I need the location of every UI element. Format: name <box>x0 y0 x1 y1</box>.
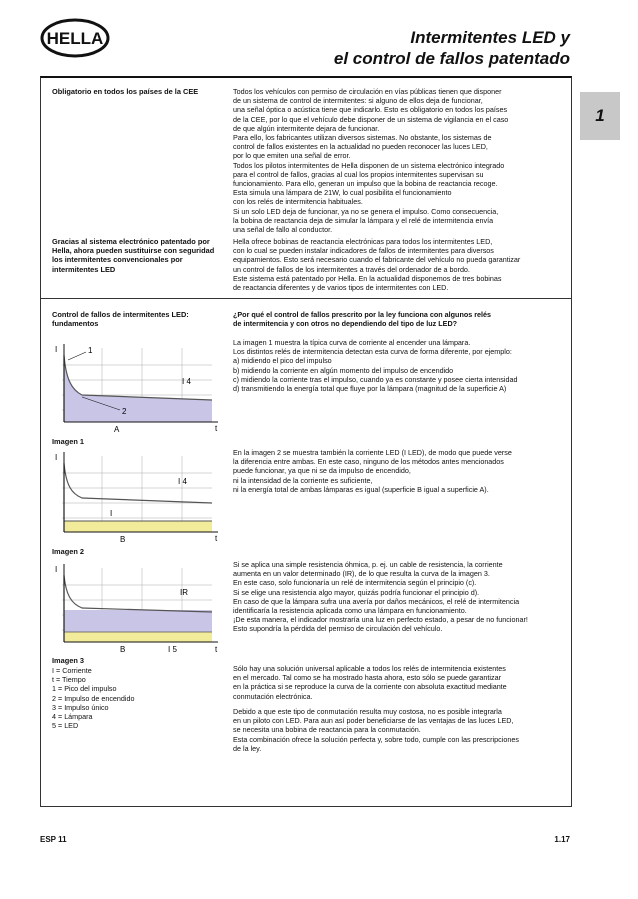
section3-question: ¿Por qué el control de fallos prescrito por la ley funciona con algunos relés de intermitencia y con otros no dependiendo del tipo de luz LED? <box>233 310 492 329</box>
chapter-number: 1 <box>595 106 605 125</box>
fig1-label-peak: 1 <box>88 346 93 355</box>
fig3-label-5: I 5 <box>168 645 177 654</box>
figure-2-caption: Imagen 2 <box>52 547 85 556</box>
title-line-1: Intermitentes LED y <box>410 28 570 47</box>
figure-1-caption: Imagen 1 <box>52 437 85 446</box>
fig1-axis-y: I <box>55 345 58 354</box>
figure-3-diagram <box>52 560 224 654</box>
section3-text-5: Debido a que este tipo de conmutación resulta muy costosa, no es posible integrarla en un piloto con LED. Para aun así poder beneficiarse de las ventajas de las luces LED, se necesita una bobina de reactancia para la conmutación. Esta combinación ofrece la solución perfecta y, sobre todo, cumple con las prescripciones de la ley. <box>233 707 519 753</box>
fig3-label-area: B <box>120 645 126 654</box>
fig2-axis-x: t <box>215 534 218 543</box>
figure-3-caption: Imagen 3 <box>52 656 85 665</box>
title-line-2: el control de fallos patentado <box>333 49 570 68</box>
fig1-label-area: A <box>114 425 120 434</box>
page-number: 1.17 <box>554 835 570 844</box>
section1-text: Todos los vehículos con permiso de circulación en vías públicas tienen que disponer de un sistema de control de intermitentes: si alguno de ellos deja de funcionar, una señal óptica o acústica tiene que indicarlo. Esto es obligatorio en todos los países de la CEE, por lo que el vehículo debe disponer de un sistema de vigilancia en el caso de que algún intermitente dejara de funcionar. Para ello, los fabricantes utilizan diversos sistemas. No obstante, los sistemas de control de fallos existentes en la actualidad no pueden reconocer las luces LED, por lo que emiten una señal de error. Todos los pilotos intermitentes de Hella disponen de un sistema electrónico integrado para el control de fallos, gracias al cual los propios intermitentes supervisan su funcionamiento. Para ello, generan un impulso que la bobina de reactancia recoge. Esta simula una lámpara de 21W, lo cual posibilita el funcionamiento con los relés de intermitencia habituales. Si un solo LED deja de funcionar, ya no se genera el impulso. Como consecuencia, la bobina de reactancia deja de simular la lámpara y el relé de intermitencia envía una señal de fallo al conductor. <box>233 87 509 235</box>
fig1-axis-x: t <box>215 424 218 433</box>
fig1-label-level: I 4 <box>182 377 191 386</box>
led-area-b <box>64 632 212 642</box>
fig2-label-level: I 4 <box>178 477 187 486</box>
fig3-axis-x: t <box>215 645 218 654</box>
led-area-b <box>64 521 212 532</box>
fig2-label-led: I <box>110 509 113 518</box>
hella-logo <box>40 18 110 58</box>
fig2-axis-y: I <box>55 453 58 462</box>
figure-1-diagram <box>52 340 224 434</box>
figure-legend <box>52 666 135 730</box>
section3-text-1: La imagen 1 muestra la típica curva de corriente al encender una lámpara. Los distintos relés de intermitencia detectan esta curva de forma diferente, por ejemplo: a) midiendo el pico del impulso b) midiendo la corriente en algún momento del impulso de encendido c) midiendo la corriente tras el impulso, cuando ya es constante y posee cierta intensidad d) transmitiendo la energía total que fluye por la lámpara (magnitud de la superficie A) <box>233 338 518 394</box>
legend-item: 3 = Impulso único <box>52 702 109 712</box>
section2-text: Hella ofrece bobinas de reactancia electrónicas para todos los intermitentes LED, con lo cual se pueden instalar indicadores de fallos de intermitentes para diversos equipamientos. Esto será necesario cuando el fabricante del vehículo no pueda garantizar un control de fallos de los intermitentes a través del ordenador de a bordo. Este sistema está patentado por Hella. En la actualidad disponemos de tres bobinas de reactancia diferentes y de varios tipos de intermitentes con LED. <box>233 237 521 293</box>
legend-item: t = Tiempo <box>52 675 86 685</box>
legend-item: 4 = Lámpara <box>52 712 93 722</box>
fig1-label-2: 2 <box>122 407 127 416</box>
fig3-label-r: IR <box>180 588 188 597</box>
chapter-tab <box>580 92 620 140</box>
section3-label: Control de fallos de intermitentes LED: fundamentos <box>52 310 189 329</box>
page-title <box>334 27 570 69</box>
section2-label: Gracias al sistema electrónico patentado por Hella, ahora pueden sustituirse con seguridad los intermitentes convencionales por intermitentes LED <box>52 237 215 274</box>
legend-item: I = Corriente <box>52 666 92 675</box>
fig2-label-area: B <box>120 535 126 544</box>
legend-item: 5 = LED <box>52 721 79 731</box>
legend-item: 2 = Impulso de encendido <box>52 693 135 703</box>
resistor-area <box>64 610 212 632</box>
section3-text-4: Sólo hay una solución universal aplicable a todos los relés de intermitencia existentes en el mercado. Tal como se ha mostrado hasta ahora, esto sólo se puede garantizar en la práctica si se reproduce la curva de la corriente con absoluta exactitud mediante conmutación electrónica. <box>233 664 507 701</box>
figure-2-diagram <box>52 448 224 544</box>
footer-left: ESP 11 <box>40 835 67 844</box>
section3-text-2: En la imagen 2 se muestra también la corriente LED (I LED), de modo que puede verse la diferencia entre ambas. En este caso, ninguno de los métodos antes mencionados puede funcionar, ya que ni se da impulso de encendido, ni la intensidad de la corriente es suficiente, ni la energía total de ambas lámparas es igual (superficie B igual a superficie A). <box>233 448 512 494</box>
section3-text-3: Si se aplica una simple resistencia óhmica, p. ej. un cable de resistencia, la corriente aumenta en un valor determinado (IR), de lo que resulta la curva de la imagen 3. En este caso, solo funcionaría un relé de intermitencia según el principio (c). Si se elige una resistencia algo mayor, quizás podría funcionar el principio d). En caso de que la lámpara sufra una avería por daños mecánicos, el relé de intermitencia identificaría la resistencia aplicada como una lámpara en funcionamiento. ¡De esta manera, el indicador mostraría una luz en perfecto estado, a pesar de no funcionar! Esto supondría la pérdida del permiso de circulación del vehículo. <box>233 560 528 634</box>
fig3-axis-y: I <box>55 565 58 574</box>
section1-label: Obligatorio en todos los países de la CEE <box>52 87 199 96</box>
section-divider <box>41 298 571 299</box>
legend-item: 1 = Pico del impulso <box>52 684 117 694</box>
brand-text: HELLA <box>46 29 104 48</box>
